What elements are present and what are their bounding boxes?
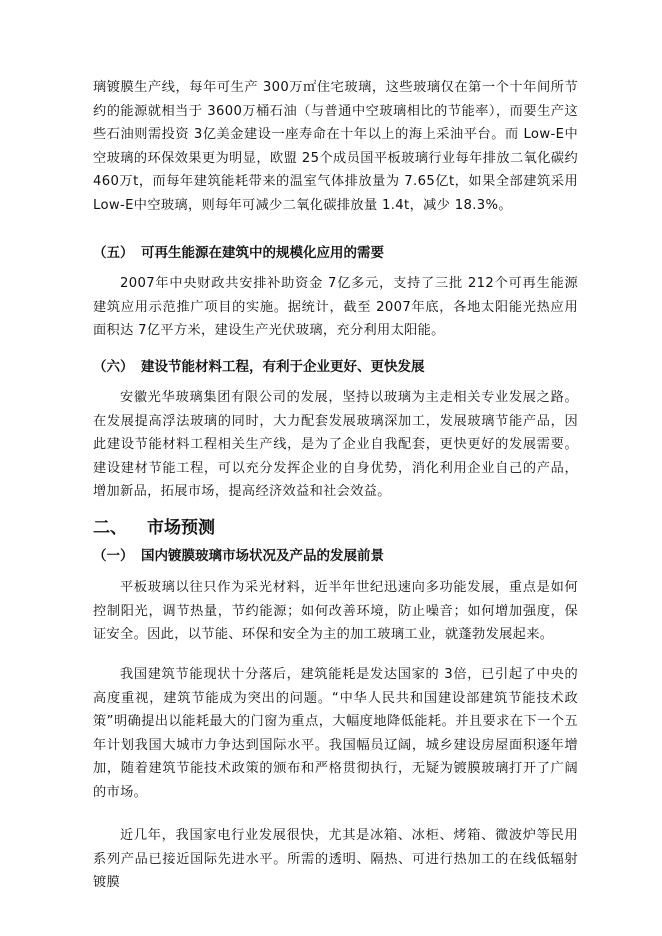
body-paragraph-4: 平板玻璃以往只作为采光材料，近半年世纪迅速向多功能发展，重点是如何控制阳光，调节热量，节约能源；如何改善环境，防止噪音；如何增加强度，保证安全。因此，以节能、环保和安全为主的加工玻璃工业，就蓬勃发展起来。: [93, 580, 578, 642]
body-paragraph-6: 近几年，我国家电行业发展很快，尤其是冰箱、冰柜、烤箱、微波炉等民用系列产品已接近国际先进水平。所需的透明、隔热、可进行热加工的在线低辐射镀膜: [93, 828, 578, 890]
body-paragraph-2: 2007年中央财政共安排补助资金 7亿多元，支持了三批 212个可再生能源建筑应用示范推广项目的实施。据统计，截至 2007年底，各地太阳能光热应用面积达 7亿平方米，建设生产光伏玻璃，充分利用太阳能。: [93, 276, 578, 338]
section-heading-5-text: 可再生能源在建筑中的规模化应用的需要: [141, 245, 384, 261]
section-heading-6-number: （六）: [93, 359, 134, 375]
section-heading-5: [93, 243, 578, 263]
section-heading-6: [93, 357, 578, 377]
chapter-heading-2-text: 市场预测: [147, 518, 215, 538]
body-paragraph-3: 安徽光华玻璃集团有限公司的发展，坚持以玻璃为主走相关专业发展之路。在发展提高浮法玻璃的同时，大力配套发展玻璃深加工，发展玻璃节能产品，因此建设节能材料工程相关生产线，是为了企业自我配套，更快更好的发展需要。建设建材节能工程，可以充分发挥企业的自身优势，消化利用企业自己的产品，增加新品，拓展市场，提高经济效益和社会效益。: [93, 390, 578, 499]
body-paragraph-1: 璃镀膜生产线，每年可生产 300万㎡住宅玻璃，这些玻璃仅在第一个十年间所节约的能源就相当于 3600万桶石油（与普通中空玻璃相比的节能率），而要生产这些石油则需投资 3亿美金建设一座寿命在十年以上的海上采油平台。而 Low-E中空玻璃的环保效果更为明显，欧盟 25个成员国平板玻璃行业每年排放二氧化碳约 460万t，而每年建筑能耗带来的温室气体排放量为 7.65亿t，如果全部建筑采用 Low-E中空玻璃，则每年可减少二氧化碳排放量 1.4t，减少 18.3%。: [93, 80, 578, 213]
section-heading-5-number: （五）: [93, 245, 134, 261]
chapter-heading-2: [93, 516, 578, 540]
subsection-heading-2-1-number: （一）: [93, 548, 134, 564]
section-heading-6-text: 建设节能材料工程，有利于企业更好、更快发展: [141, 359, 425, 375]
chapter-heading-2-number: 二、: [93, 518, 127, 538]
subsection-heading-2-1-text: 国内镀膜玻璃市场状况及产品的发展前景: [141, 548, 384, 564]
subsection-heading-2-1: [93, 546, 578, 566]
body-paragraph-5: 我国建筑节能现状十分落后，建筑能耗是发达国家的 3倍，已引起了中央的高度重视，建筑节能成为突出的问题。“中华人民共和国建设部建筑节能技术政策”明确提出以能耗最大的门窗为重点，大幅度地降低能耗。并且要求在下一个五年计划我国大城市力争达到国际水平。我国幅员辽阔，城乡建设房屋面积逐年增加，随着建筑节能技术政策的颁布和严格贯彻执行，无疑为镀膜玻璃打开了广阔的市场。: [93, 667, 578, 800]
